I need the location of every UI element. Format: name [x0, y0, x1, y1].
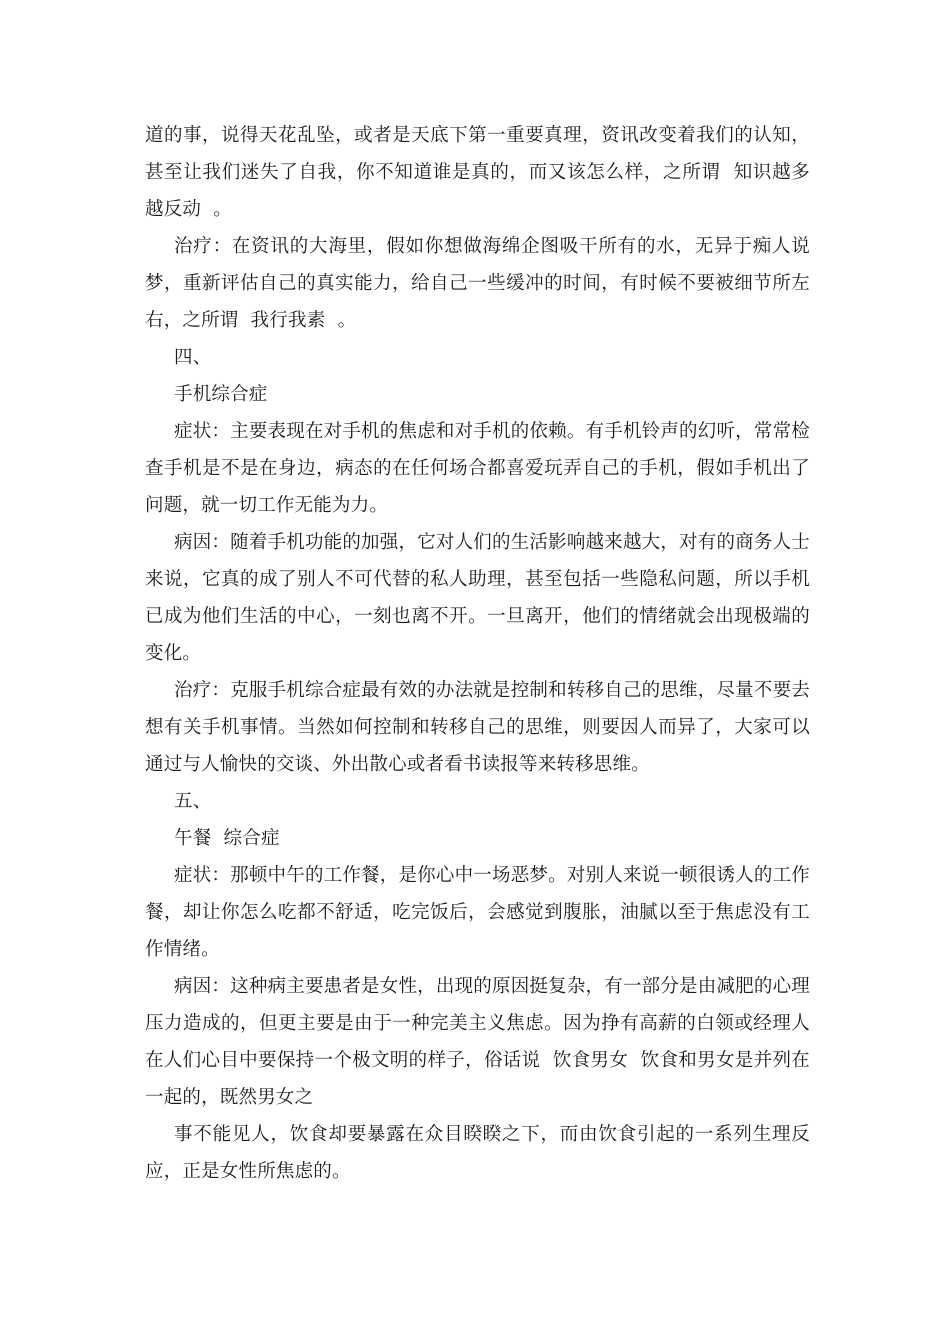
- section-heading-phone-syndrome: 手机综合症: [174, 384, 268, 405]
- document-body: [145, 117, 810, 1190]
- paragraph-cause-phone: 病因：随着手机功能的加强，它对人们的生活影响越来越大，对有的商务人士来说，它真的成了别人不可代替的私人助理，甚至包括一些隐私问题，所以手机已成为他们生活的中心，一刻也离不开。一旦离开，他们的情绪就会出现极端的变化。: [145, 532, 810, 664]
- paragraph-symptoms-lunch: 症状：那顿中午的工作餐，是你心中一场恶梦。对别人来说一顿很诱人的工作餐，却让你怎么吃都不舒适，吃完饭后，会感觉到腹胀，油腻以至于焦虑没有工作情绪。: [145, 865, 810, 960]
- section-number-five: 五、: [174, 791, 212, 812]
- section-number-four: 四、: [174, 347, 212, 368]
- paragraph-treatment-information: 治疗：在资讯的大海里，假如你想做海绵企图吸干所有的水，无异于痴人说梦，重新评估自己的真实能力，给自己一些缓冲的时间，有时候不要被细节所左右，之所谓 我行我素 。: [145, 236, 810, 331]
- paragraph-treatment-phone: 治疗：克服手机综合症最有效的办法就是控制和转移自己的思维，尽量不要去想有关手机事情。当然如何控制和转移自己的思维，则要因人而异了，大家可以通过与人愉快的交谈、外出散心或者看书读报等来转移思维。: [145, 680, 810, 775]
- paragraph-continuation: 道的事，说得天花乱坠，或者是天底下第一重要真理，资讯改变着我们的认知，甚至让我们迷失了自我，你不知道谁是真的，而又该怎么样，之所谓 知识越多越反动 。: [145, 125, 810, 220]
- paragraph-cause-lunch-continued: 事不能见人，饮食却要暴露在众目睽睽之下，而由饮食引起的一系列生理反应，正是女性所焦虑的。: [145, 1124, 810, 1182]
- paragraph-symptoms-phone: 症状：主要表现在对手机的焦虑和对手机的依赖。有手机铃声的幻听，常常检查手机是不是在身边，病态的在任何场合都喜爱玩弄自己的手机，假如手机出了问题，就一切工作无能为力。: [145, 421, 810, 516]
- section-heading-lunch-syndrome: 午餐 综合症: [174, 828, 280, 849]
- paragraph-cause-lunch: 病因：这种病主要患者是女性，出现的原因挺复杂，有一部分是由减肥的心理压力造成的，但更主要是由于一种完美主义焦虑。因为挣有高薪的白领或经理人在人们心目中要保持一个极文明的样子，俗话说 饮食男女 饮食和男女是并列在一起的，既然男女之: [145, 976, 810, 1108]
